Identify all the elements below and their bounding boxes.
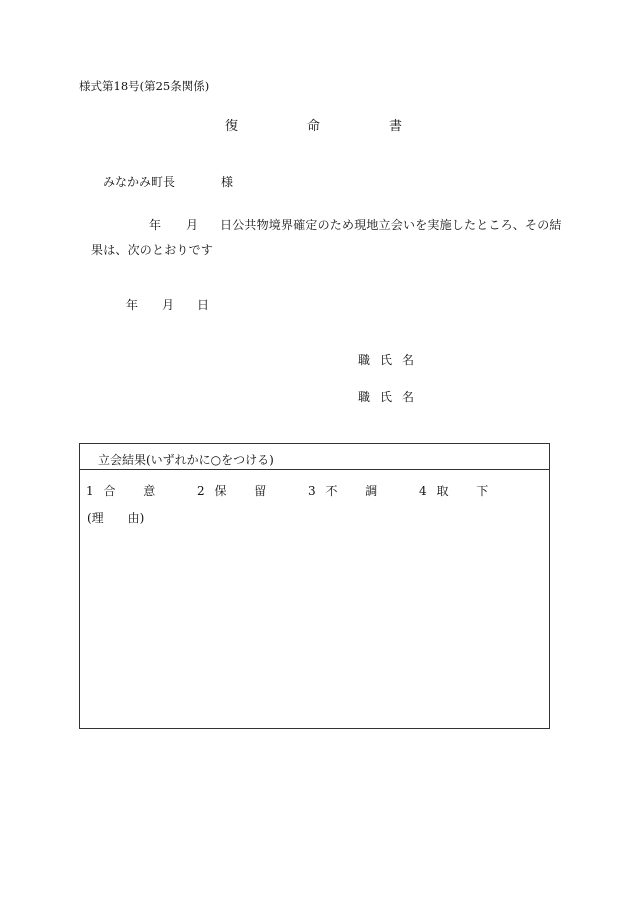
result-header (80, 444, 549, 470)
option-fail (308, 482, 377, 499)
option-agree-num: 1 (86, 484, 94, 498)
addressee-suffix: 様 (221, 175, 234, 189)
sig2-char-3: 名 (402, 390, 415, 404)
body-month-unit: 月 (186, 218, 199, 232)
signature-line-1 (358, 354, 424, 366)
title-char-1: 復 (225, 119, 239, 134)
form-number: 様式第18号(第25条関係) (79, 79, 210, 93)
option-withdraw-num: 4 (419, 484, 427, 498)
option-withdraw (419, 482, 488, 499)
addressee-name: みなかみ町長 (103, 175, 176, 189)
result-header-label: 立会結果(いずれかに○をつける) (98, 453, 274, 467)
title-char-3: 書 (389, 119, 403, 134)
option-hold (197, 482, 266, 499)
result-box (79, 443, 550, 729)
body-text-line2: 果は、次のとおりです (91, 243, 214, 257)
date-day: 日 (197, 298, 210, 312)
sig1-char-2: 氏 (380, 353, 393, 367)
option-agree-label: 合 意 (103, 484, 156, 498)
option-hold-label: 保 留 (214, 484, 267, 498)
sig1-char-3: 名 (402, 353, 415, 367)
signature-line-2 (358, 391, 424, 403)
sig2-char-2: 氏 (380, 390, 393, 404)
option-fail-label: 不 調 (325, 484, 378, 498)
sig1-char-1: 職 (358, 353, 371, 367)
date-month: 月 (162, 298, 175, 312)
body-text-line1: 日公共物境界確定のため現地立会いを実施したところ、その結 (220, 218, 562, 232)
option-withdraw-label: 取 下 (436, 484, 489, 498)
option-agree (86, 482, 155, 499)
option-fail-num: 3 (308, 484, 316, 498)
body-year-unit: 年 (149, 218, 162, 232)
title-char-2: 命 (307, 119, 321, 134)
sig2-char-1: 職 (358, 390, 371, 404)
option-hold-num: 2 (197, 484, 205, 498)
reason-label: (理 由) (87, 511, 145, 525)
date-year: 年 (126, 298, 139, 312)
